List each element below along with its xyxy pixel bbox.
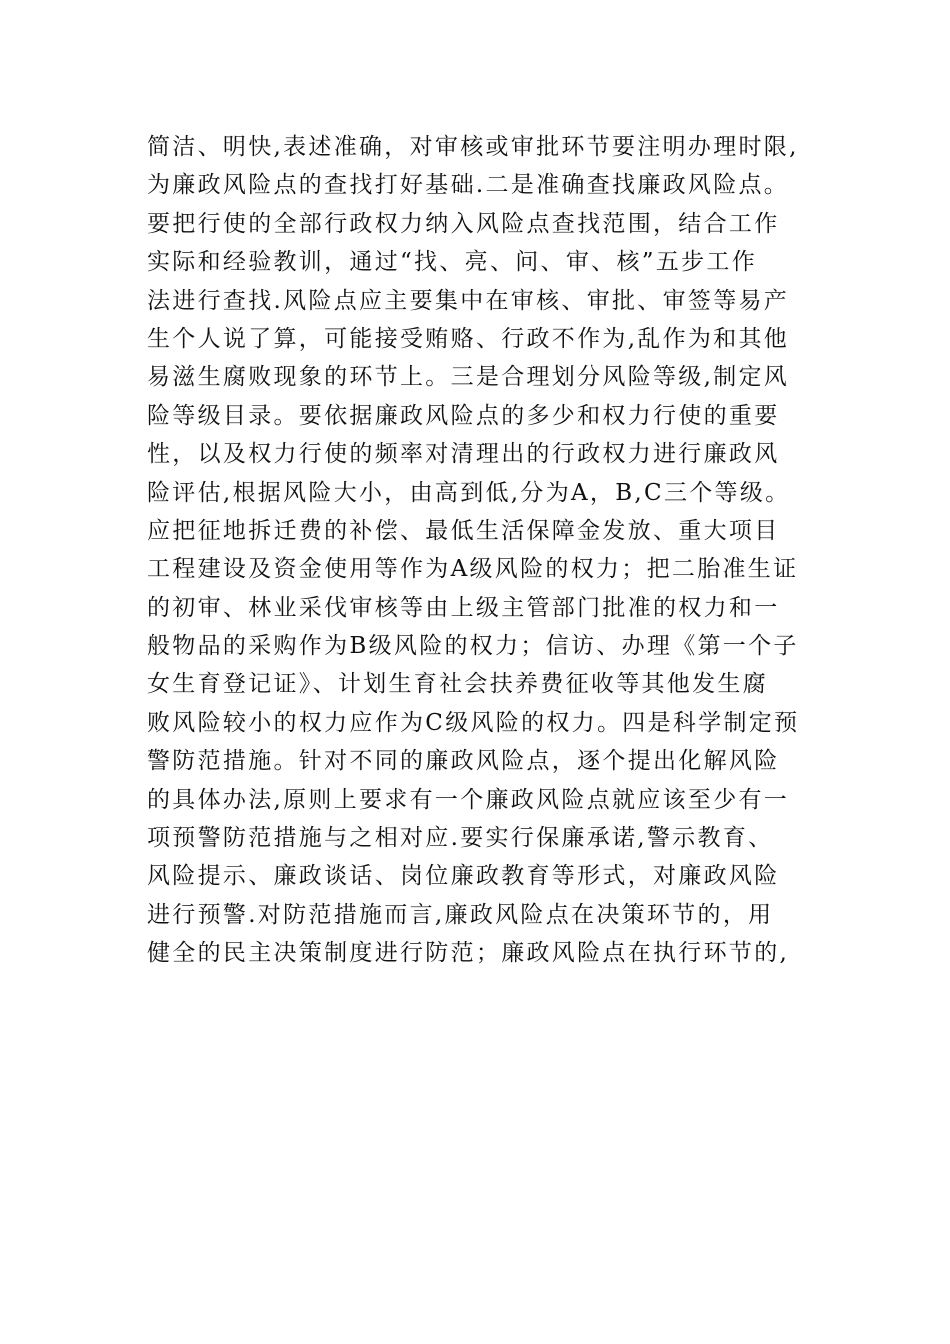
text-line-10: 险评估,根据风险大小，由高到低,分为A，B,C三个等级。 bbox=[147, 479, 791, 506]
text-line-15: 女生育登记证》、计划生育社会扶养费征收等其他发生腐 bbox=[147, 671, 768, 698]
text-line-5: 法进行查找.风险点应主要集中在审核、审批、审签等易产 bbox=[147, 287, 790, 314]
text-line-16: 败风险较小的权力应作为C级风险的权力。四是科学制定预 bbox=[147, 709, 800, 736]
text-line-11: 应把征地拆迁费的补偿、最低生活保障金发放、重大项目 bbox=[147, 517, 780, 544]
text-line-2: 为廉政风险点的查找打好基础.二是准确查找廉政风险点。 bbox=[147, 172, 790, 199]
text-line-4: 实际和经验教训，通过“找、亮、问、审、核”五步工作 bbox=[147, 249, 758, 276]
text-line-1: 简洁、明快,表述准确，对审核或审批环节要注明办理时限, bbox=[147, 134, 799, 160]
text-line-7: 易滋生腐败现象的环节上。三是合理划分风险等级,制定风 bbox=[147, 364, 790, 391]
text-line-13: 的初审、林业采伐审核等由上级主管部门批准的权力和一 bbox=[147, 594, 780, 621]
text-line-12: 工程建设及资金使用等作为A级风险的权力；把二胎准生证 bbox=[147, 556, 799, 583]
text-line-9: 性，以及权力行使的频率对清理出的行政权力进行廉政风 bbox=[147, 441, 780, 468]
text-line-19: 项预警防范措施与之相对应.要实行保廉承诺,警示教育、 bbox=[147, 825, 774, 852]
text-line-22: 健全的民主决策制度进行防范；廉政风险点在执行环节的, bbox=[147, 940, 790, 967]
text-line-20: 风险提示、廉政谈话、岗位廉政教育等形式，对廉政风险 bbox=[147, 863, 780, 890]
text-line-17: 警防范措施。针对不同的廉政风险点，逐个提出化解风险 bbox=[147, 748, 780, 775]
text-line-6: 生个人说了算，可能接受贿赂、行政不作为,乱作为和其他 bbox=[147, 325, 790, 352]
text-line-14: 般物品的采购作为B级风险的权力；信访、办理《第一个子 bbox=[147, 633, 799, 660]
text-line-18: 的具体办法,原则上要求有一个廉政风险点就应该至少有一 bbox=[147, 786, 790, 813]
text-line-3: 要把行使的全部行政权力纳入风险点查找范围，结合工作 bbox=[147, 210, 780, 237]
text-line-21: 进行预警.对防范措施而言,廉政风险点在决策环节的，用 bbox=[147, 901, 774, 928]
body-text bbox=[147, 128, 827, 973]
text-line-8: 险等级目录。要依据廉政风险点的多少和权力行使的重要 bbox=[147, 402, 780, 429]
